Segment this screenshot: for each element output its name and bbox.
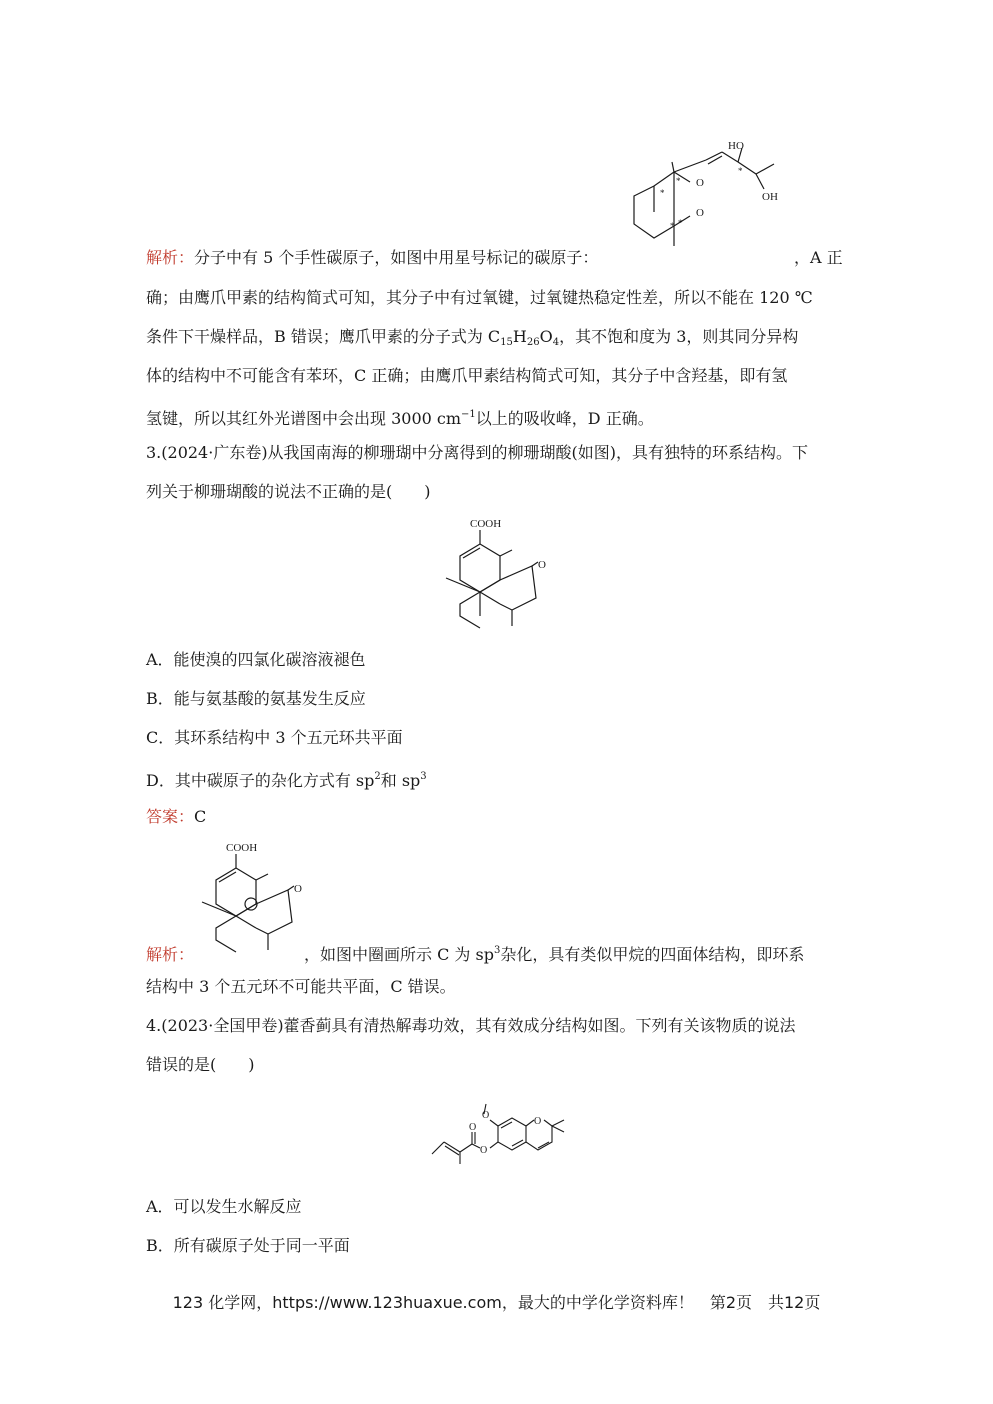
analysis-label: 解析： <box>146 248 195 267</box>
question-3-stem-line-1: 3.(2024·广东卷)从我国南海的柳珊瑚中分离得到的柳珊瑚酸(如图)，具有独特的环系结构。下 <box>146 443 809 462</box>
carbonyl-o-label: O <box>469 1122 477 1133</box>
answer-label: 答案： <box>146 807 195 826</box>
option-d: D．其中碳原子的杂化方式有 $sp^2$和 $sp^3$ <box>146 771 427 790</box>
cooh-label: COOH <box>226 842 258 854</box>
figure-peroxide-structure <box>624 134 794 254</box>
option-a: A．能使溴的四氯化碳溶液褪色 <box>146 650 366 669</box>
analysis-3-line-1: 解析： ，如图中圈画所示 C 为 $sp^3$杂化，具有类似甲烷的四面体结构，即环系 <box>146 945 805 964</box>
analysis-line-3: 条件下干燥样品，B 错误；鹰爪甲素的分子式为 $C_{15}H_{26}O_4$，其不饱和度为 3，则其同分异构 <box>146 327 799 348</box>
chiral-star: * <box>678 218 683 228</box>
ketone-o-label: O <box>538 559 546 571</box>
analysis-3-line-2: 结构中 3 个五元环不可能共平面，C 错误。 <box>146 977 456 996</box>
peroxide-o-1: O <box>696 177 704 189</box>
oh-label: OH <box>762 191 778 203</box>
figure-ageratochromene-ester <box>428 1098 568 1168</box>
option-b: B．能与氨基酸的氨基发生反应 <box>146 689 366 708</box>
option-b: B．所有碳原子处于同一平面 <box>146 1236 350 1255</box>
figure-gorgonian-acid <box>440 514 560 634</box>
question-3-stem-line-2: 列关于柳珊瑚酸的说法不正确的是( ) <box>146 482 431 501</box>
option-c: C．其环系结构中 3 个五元环共平面 <box>146 728 403 747</box>
answer-value: C <box>194 807 207 826</box>
chiral-star: * <box>660 188 665 198</box>
analysis-line-4: 体的结构中不可能含有苯环，C 正确；由鹰爪甲素结构简式可知，其分子中含羟基，即有氢 <box>146 366 788 385</box>
chiral-star: * <box>738 166 743 176</box>
ester-o-label: O <box>480 1145 488 1156</box>
methoxy-o-label: O <box>482 1110 490 1121</box>
cooh-label: COOH <box>470 518 502 530</box>
chiral-star: * <box>676 176 681 186</box>
analysis-line-5: 氢键，所以其红外光谱图中会出现 3000 $cm^{-1}$以上的吸收峰，D 正确。 <box>146 409 654 428</box>
question-4-stem-line-2: 错误的是( ) <box>146 1055 255 1074</box>
answer-line <box>146 807 206 827</box>
ketone-o-label: O <box>294 883 302 895</box>
page-footer: 123 化学网，https://www.123huaxue.com，最大的中学化学资料库！ 第2页 共12页 <box>172 1293 821 1312</box>
analysis-line-1-tail: ，A 正 <box>794 248 843 267</box>
ho-label: HO <box>728 140 744 152</box>
figure-gorgonian-acid-circled <box>196 838 316 958</box>
analysis-paragraph-1: 解析：分子中有 5 个手性碳原子，如图中用星号标记的碳原子： <box>146 248 599 267</box>
chiral-star: * <box>670 221 675 231</box>
ring-o-label: O <box>534 1116 542 1127</box>
analysis-line-2: 确；由鹰爪甲素的结构简式可知，其分子中有过氧键，过氧键热稳定性差，所以不能在 120 ℃ <box>146 288 813 307</box>
analysis-label: 解析： <box>146 945 195 964</box>
peroxide-o-2: O <box>696 207 704 219</box>
option-a: A．可以发生水解反应 <box>146 1197 302 1216</box>
question-4-stem-line-1: 4.(2023·全国甲卷)藿香蓟具有清热解毒功效，其有效成分结构如图。下列有关该物质的说法 <box>146 1016 796 1035</box>
